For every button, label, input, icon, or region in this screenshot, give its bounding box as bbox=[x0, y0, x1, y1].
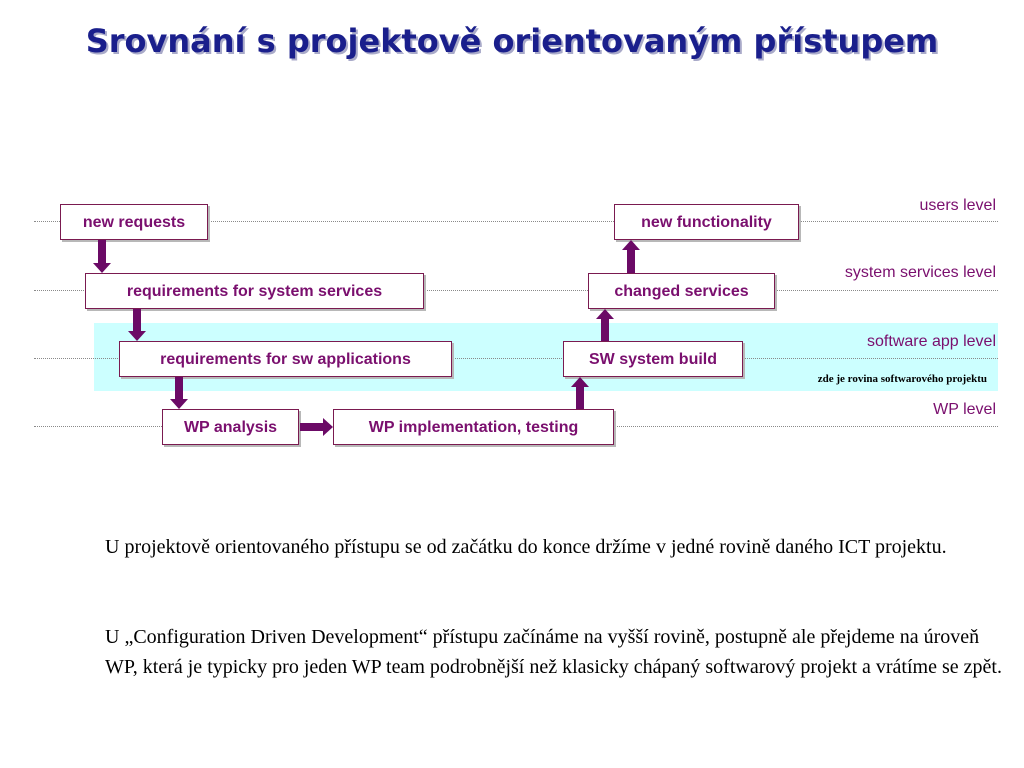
box-requirements-sw-applications: requirements for sw applications bbox=[119, 341, 452, 377]
arrow-right-icon bbox=[300, 420, 333, 434]
box-requirements-system-services: requirements for system services bbox=[85, 273, 424, 309]
box-wp-implementation-testing: WP implementation, testing bbox=[333, 409, 614, 445]
software-app-level-label: software app level bbox=[867, 333, 996, 350]
arrow-up-icon bbox=[598, 309, 612, 341]
users-level-label: users level bbox=[919, 197, 996, 214]
wp-level-label: WP level bbox=[933, 401, 996, 418]
box-changed-services: changed services bbox=[588, 273, 775, 309]
system-services-level-label: system services level bbox=[844, 264, 996, 281]
arrow-down-icon bbox=[95, 240, 109, 273]
arrow-up-icon bbox=[573, 377, 587, 409]
page-title: Srovnání s projektově orientovaným přístupem bbox=[85, 22, 939, 60]
arrow-down-icon bbox=[172, 377, 186, 409]
arrow-down-icon bbox=[130, 309, 144, 341]
software-project-note: zde je rovina softwarového projektu bbox=[817, 373, 987, 385]
box-new-functionality: new functionality bbox=[614, 204, 799, 240]
paragraph-project-approach: U projektově orientovaného přístupu se od začátku do konce držíme v jedné rovině daného ICT projektu. bbox=[105, 536, 947, 558]
box-new-requests: new requests bbox=[60, 204, 208, 240]
box-sw-system-build: SW system build bbox=[563, 341, 743, 377]
paragraph-cdd-approach: U „Configuration Driven Development“ přístupu začínáme na vyšší rovině, postupně ale přejdeme na úroveň WP, která je typicky pro jeden WP team podrobnější než klasicky chápaný softwarový projekt a vrátíme se zpět. bbox=[105, 626, 1002, 678]
arrow-up-icon bbox=[624, 240, 638, 273]
box-wp-analysis: WP analysis bbox=[162, 409, 299, 445]
